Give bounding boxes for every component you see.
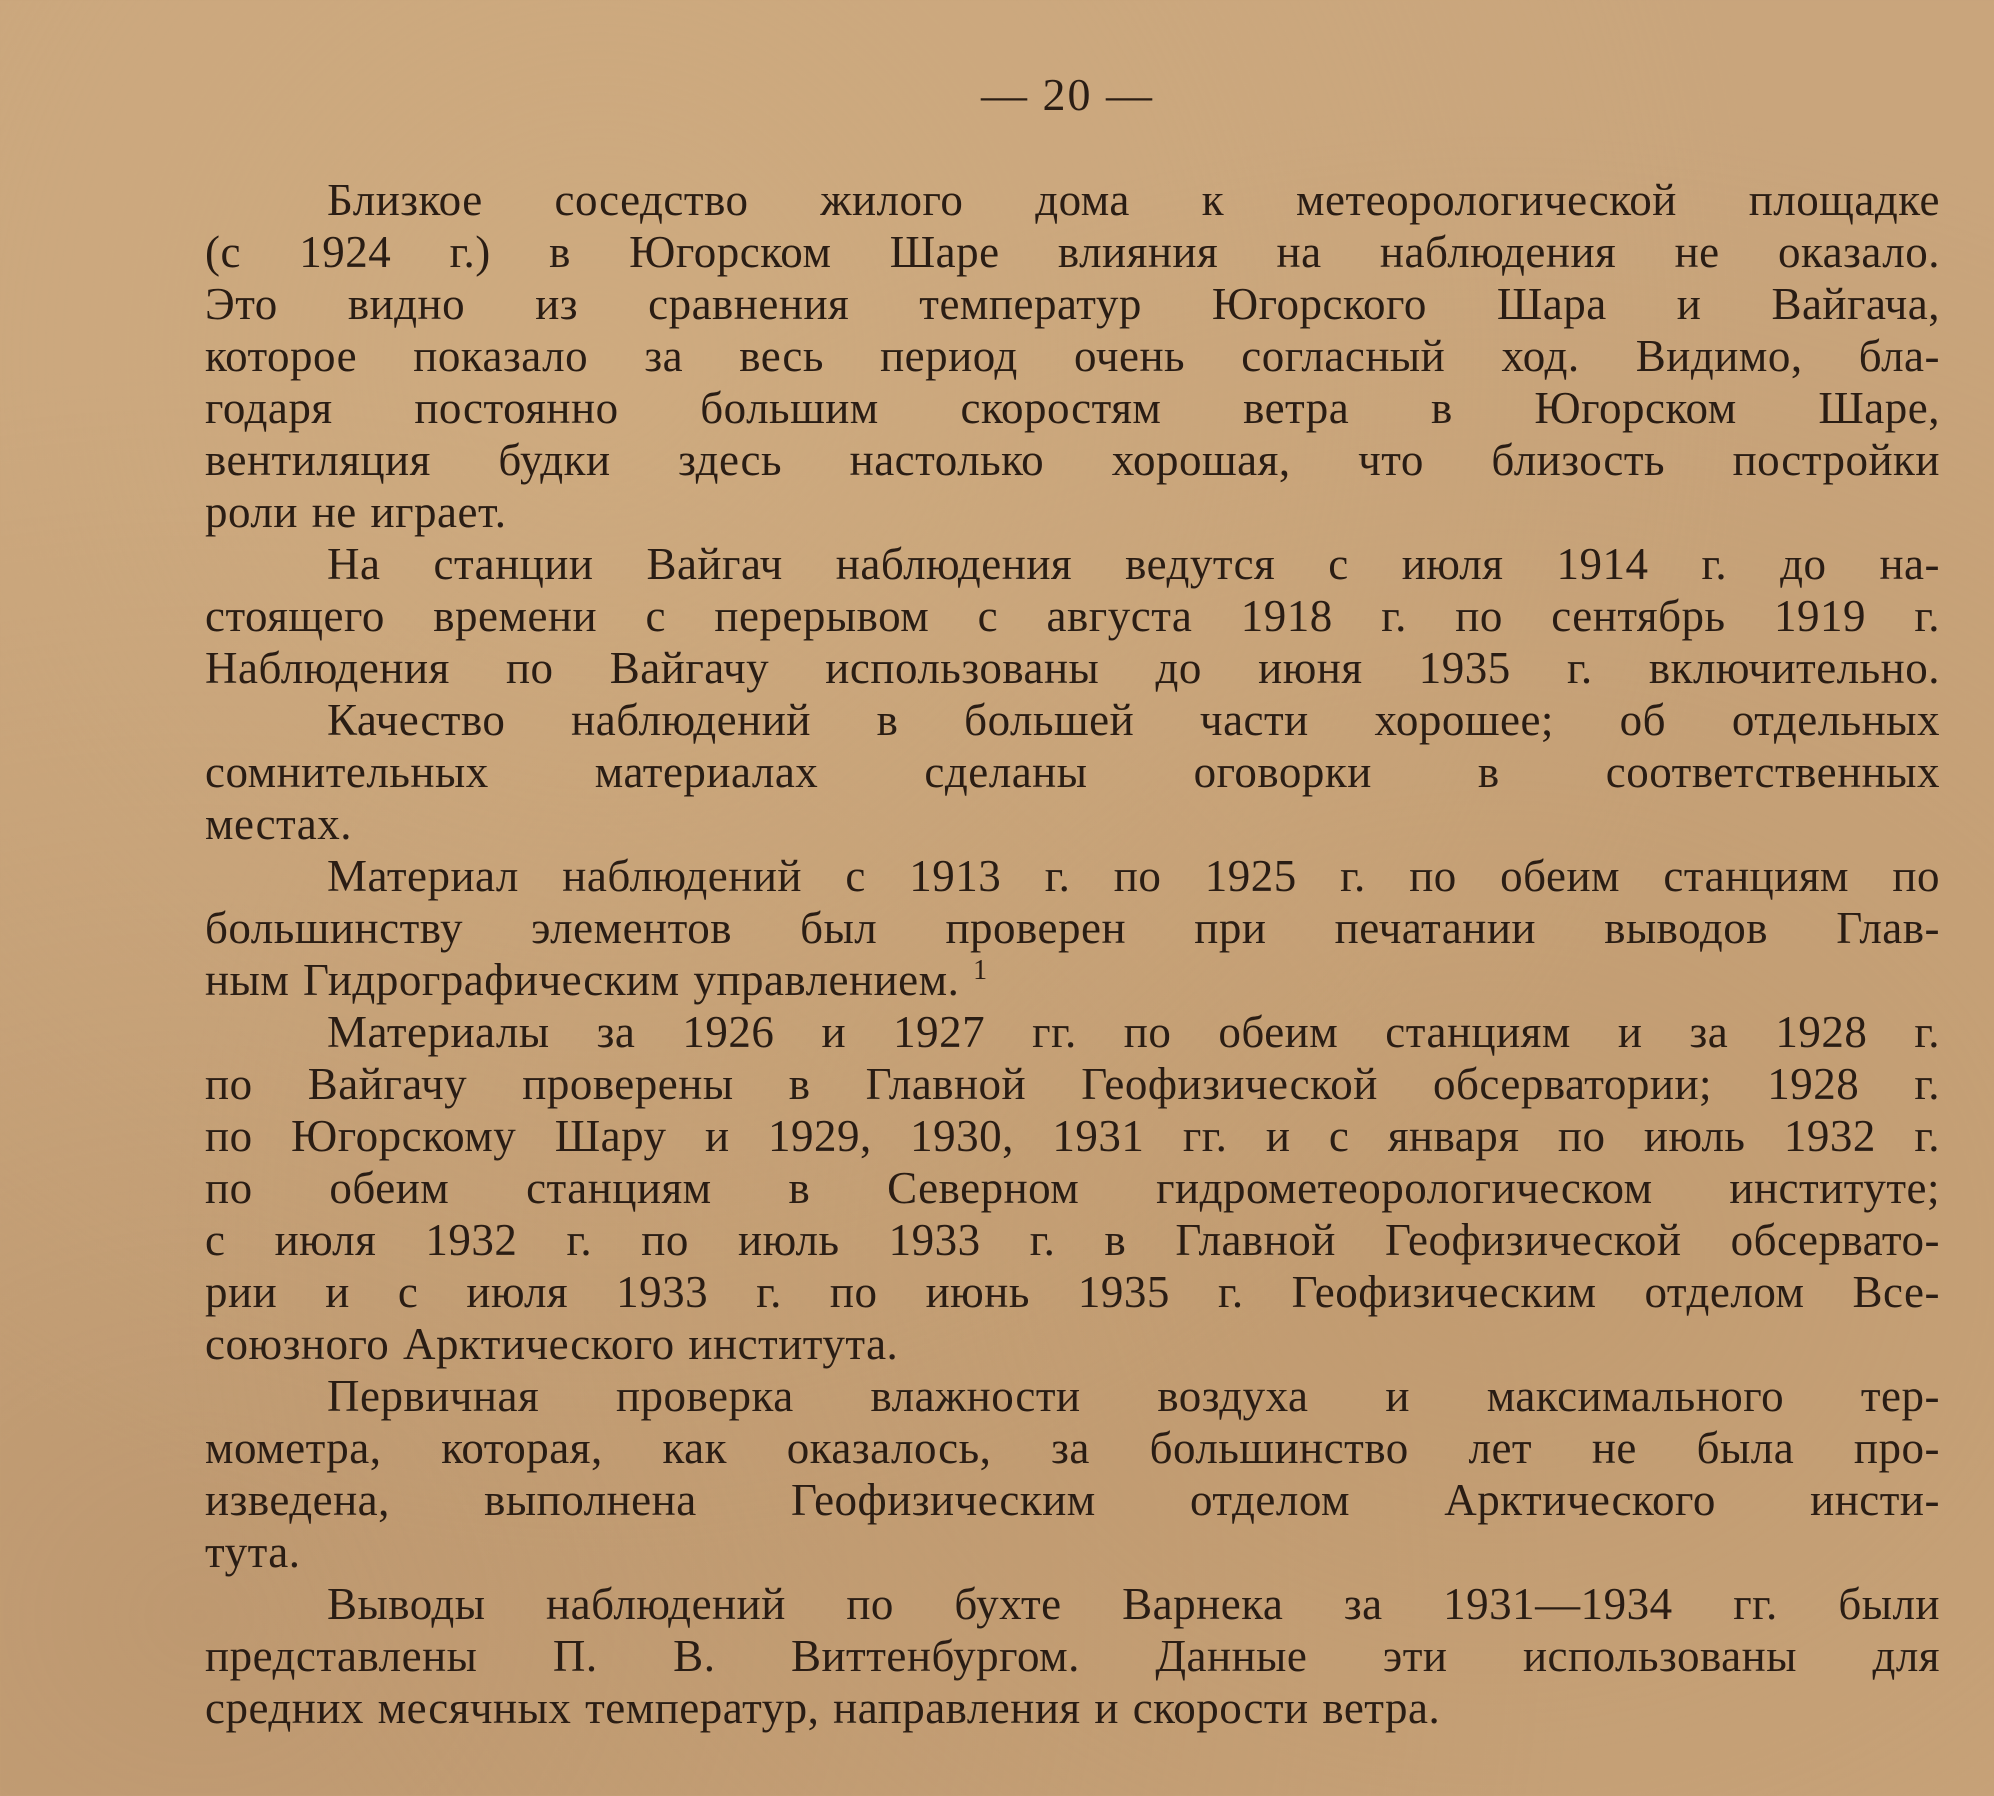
text-line: с июля 1932 г. по июль 1933 г. в Главной Геофизической обсервато- <box>205 1215 1940 1265</box>
text-line: Наблюдения по Вайгачу использованы до июня 1935 г. включительно. <box>205 643 1940 693</box>
text-line: по Югорскому Шару и 1929, 1930, 1931 гг. и с января по июль 1932 г. <box>205 1111 1940 1161</box>
text-line: союзного Арктического института. <box>205 1319 899 1369</box>
text-line: средних месячных температур, направления и скорости ветра. <box>205 1683 1441 1733</box>
text-line: Материал наблюдений с 1913 г. по 1925 г. по обеим станциям по <box>327 851 1940 901</box>
text-line: годаря постоянно большим скоростям ветра в Югорском Шаре, <box>205 383 1940 433</box>
text-line: вентиляция будки здесь настолько хорошая, что близость постройки <box>205 435 1940 485</box>
text-line: по Вайгачу проверены в Главной Геофизической обсерватории; 1928 г. <box>205 1059 1940 1109</box>
text-line: Материалы за 1926 и 1927 гг. по обеим станциям и за 1928 г. <box>327 1007 1940 1057</box>
text-line: Это видно из сравнения температур Югорского Шара и Вайгача, <box>205 279 1940 329</box>
text-line: тута. <box>205 1527 301 1577</box>
text-line: мометра, которая, как оказалось, за большинство лет не была про- <box>205 1423 1940 1473</box>
text-line: большинству элементов был проверен при печатании выводов Глав- <box>205 903 1940 953</box>
text-line: Первичная проверка влажности воздуха и максимального тер- <box>327 1371 1940 1421</box>
text-line: изведена, выполнена Геофизическим отделом Арктического инсти- <box>205 1475 1940 1525</box>
text-line: роли не играет. <box>205 487 507 537</box>
text-line: по обеим станциям в Северном гидрометеорологическом институте; <box>205 1163 1940 1213</box>
text-line: Выводы наблюдений по бухте Варнека за 1931—1934 гг. были <box>327 1579 1940 1629</box>
footnote-marker: 1 <box>973 955 988 986</box>
text-line: ным Гидрографическим управлением. <box>205 955 960 1005</box>
text-line: местах. <box>205 799 352 849</box>
text-line-with-footnote <box>205 954 1940 1006</box>
text-line: Качество наблюдений в большей части хорошее; об отдельных <box>327 695 1940 745</box>
text-line: Близкое соседство жилого дома к метеорологической площадке <box>327 175 1940 225</box>
text-line: сомнительных материалах сделаны оговорки в соответственных <box>205 747 1940 797</box>
text-line: рии и с июля 1933 г. по июнь 1935 г. Геофизическим отделом Все- <box>205 1267 1940 1317</box>
body-text <box>205 174 1940 1734</box>
text-line: На станции Вайгач наблюдения ведутся с июля 1914 г. до на- <box>327 539 1940 589</box>
page-number: — 20 — <box>981 69 1154 120</box>
text-line: которое показало за весь период очень согласный ход. Видимо, бла- <box>205 331 1940 381</box>
text-line: представлены П. В. Виттенбургом. Данные эти использованы для <box>205 1631 1940 1681</box>
text-line: (с 1924 г.) в Югорском Шаре влияния на наблюдения не оказало. <box>205 227 1940 277</box>
text-line: стоящего времени с перерывом с августа 1918 г. по сентябрь 1919 г. <box>205 591 1940 641</box>
